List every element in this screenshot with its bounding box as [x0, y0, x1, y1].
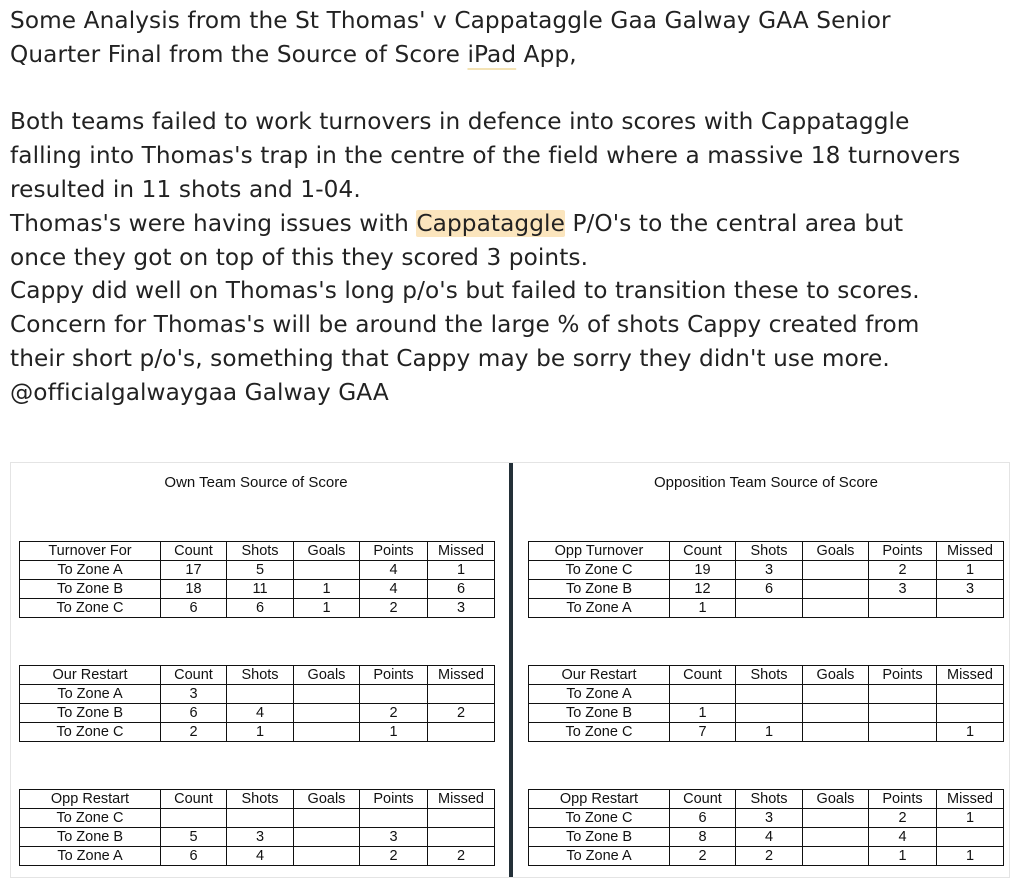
post-line: Both teams failed to work turnovers in defence into scores with Cappataggle — [10, 108, 910, 136]
value-cell: 1 — [294, 580, 360, 599]
value-cell — [803, 580, 869, 599]
value-cell — [736, 685, 803, 704]
value-cell — [161, 809, 227, 828]
value-cell — [803, 828, 869, 847]
value-cell: 2 — [869, 561, 937, 580]
row-label-cell: To Zone A — [529, 599, 670, 618]
post-line: Concern for Thomas's will be around the large % of shots Cappy created from — [10, 311, 920, 339]
post-line-text: Thomas's were having issues with — [10, 209, 417, 237]
value-cell — [428, 809, 495, 828]
own-team-panel — [11, 463, 509, 877]
post-line: @officialgalwaygaa Galway GAA — [10, 378, 389, 406]
value-cell — [803, 704, 869, 723]
post-text — [10, 4, 1020, 410]
value-cell: 3 — [937, 580, 1004, 599]
header-cell: Opp Restart — [529, 790, 670, 809]
table-row — [20, 723, 495, 742]
value-cell: 6 — [161, 847, 227, 866]
row-label-cell: To Zone C — [20, 599, 161, 618]
value-cell: 2 — [360, 704, 428, 723]
value-cell: 6 — [161, 704, 227, 723]
opp-our-restart-table — [528, 665, 1004, 742]
value-cell: 12 — [670, 580, 736, 599]
value-cell: 2 — [360, 847, 428, 866]
value-cell: 1 — [937, 723, 1004, 742]
header-cell: Count — [161, 542, 227, 561]
value-cell: 6 — [161, 599, 227, 618]
value-cell: 1 — [428, 561, 495, 580]
header-cell: Shots — [227, 790, 294, 809]
own-turnover-table — [19, 541, 495, 618]
value-cell — [227, 685, 294, 704]
row-label-cell: To Zone A — [529, 847, 670, 866]
value-cell: 18 — [161, 580, 227, 599]
value-cell — [227, 809, 294, 828]
value-cell: 6 — [736, 580, 803, 599]
value-cell: 1 — [937, 561, 1004, 580]
row-label-cell: To Zone C — [529, 561, 670, 580]
header-cell: Points — [360, 542, 428, 561]
value-cell: 1 — [670, 599, 736, 618]
header-cell: Opp Restart — [20, 790, 161, 809]
value-cell: 8 — [670, 828, 736, 847]
value-cell: 2 — [670, 847, 736, 866]
value-cell: 3 — [161, 685, 227, 704]
value-cell — [360, 809, 428, 828]
header-cell: Shots — [736, 542, 803, 561]
header-cell: Points — [869, 542, 937, 561]
value-cell: 4 — [360, 580, 428, 599]
post-line: Cappy did well on Thomas's long p/o's but failed to transition these to scores. — [10, 277, 920, 305]
header-cell: Goals — [803, 542, 869, 561]
table-header-row — [529, 666, 1004, 685]
value-cell — [294, 723, 360, 742]
value-cell — [294, 561, 360, 580]
value-cell: 1 — [736, 723, 803, 742]
post-line: their short p/o's, something that Cappy may be sorry they didn't use more. — [10, 344, 890, 372]
row-label-cell: To Zone C — [20, 809, 161, 828]
own-opp-restart-table — [19, 789, 495, 866]
opposition-team-panel — [513, 463, 1009, 877]
value-cell: 19 — [670, 561, 736, 580]
value-cell: 4 — [227, 704, 294, 723]
post-line: falling into Thomas's trap in the centre of the field where a massive 18 turnovers — [10, 142, 961, 170]
table-row — [20, 828, 495, 847]
header-cell: Our Restart — [20, 666, 161, 685]
own-team-title: Own Team Source of Score — [164, 474, 348, 491]
value-cell: 2 — [428, 847, 495, 866]
table-header-row — [20, 666, 495, 685]
table-row — [529, 599, 1004, 618]
value-cell: 1 — [869, 847, 937, 866]
header-cell: Count — [670, 542, 736, 561]
table-row — [20, 704, 495, 723]
value-cell: 11 — [227, 580, 294, 599]
table-row — [529, 704, 1004, 723]
header-cell: Shots — [227, 542, 294, 561]
table-row — [20, 847, 495, 866]
value-cell: 2 — [736, 847, 803, 866]
value-cell: 4 — [736, 828, 803, 847]
value-cell — [428, 828, 495, 847]
value-cell: 1 — [360, 723, 428, 742]
post-line-text: Quarter Final from the Source of Score — [10, 40, 468, 68]
row-label-cell: To Zone C — [529, 723, 670, 742]
value-cell — [937, 685, 1004, 704]
post-line: resulted in 11 shots and 1-04. — [10, 175, 361, 203]
value-cell: 3 — [360, 828, 428, 847]
value-cell — [670, 685, 736, 704]
row-label-cell: To Zone B — [529, 704, 670, 723]
header-cell: Points — [869, 666, 937, 685]
row-label-cell: To Zone C — [20, 723, 161, 742]
table-row — [529, 809, 1004, 828]
post-line: Some Analysis from the St Thomas' v Cappataggle Gaa Galway GAA Senior — [10, 7, 891, 34]
value-cell: 2 — [360, 599, 428, 618]
post-line-text: App, — [516, 40, 577, 68]
value-cell — [937, 828, 1004, 847]
table-row — [529, 847, 1004, 866]
value-cell: 1 — [670, 704, 736, 723]
opp-turnover-table — [528, 541, 1004, 618]
ipad-link[interactable]: iPad — [467, 40, 517, 68]
value-cell — [428, 723, 495, 742]
value-cell: 4 — [869, 828, 937, 847]
value-cell — [869, 599, 937, 618]
row-label-cell: To Zone A — [20, 847, 161, 866]
header-cell: Count — [161, 666, 227, 685]
value-cell — [803, 723, 869, 742]
header-cell: Points — [360, 666, 428, 685]
value-cell: 2 — [869, 809, 937, 828]
header-cell: Shots — [227, 666, 294, 685]
table-row — [529, 561, 1004, 580]
value-cell — [294, 685, 360, 704]
table-header-row — [20, 790, 495, 809]
header-cell: Goals — [294, 666, 360, 685]
value-cell: 6 — [227, 599, 294, 618]
row-label-cell: To Zone A — [20, 685, 161, 704]
header-cell: Missed — [937, 542, 1004, 561]
value-cell — [294, 809, 360, 828]
row-label-cell: To Zone B — [20, 580, 161, 599]
header-cell: Goals — [803, 666, 869, 685]
header-cell: Count — [670, 790, 736, 809]
header-cell: Opp Turnover — [529, 542, 670, 561]
opp-opp-restart-table — [528, 789, 1004, 866]
row-label-cell: To Zone B — [529, 828, 670, 847]
table-header-row — [529, 542, 1004, 561]
value-cell — [736, 599, 803, 618]
value-cell — [803, 847, 869, 866]
paragraph-gap — [10, 72, 1020, 106]
header-cell: Shots — [736, 666, 803, 685]
opposition-team-title: Opposition Team Source of Score — [653, 474, 878, 491]
value-cell: 7 — [670, 723, 736, 742]
value-cell — [360, 685, 428, 704]
table-row — [529, 828, 1004, 847]
value-cell — [428, 685, 495, 704]
header-cell: Count — [670, 666, 736, 685]
value-cell: 2 — [428, 704, 495, 723]
post-line-text: P/O's to the central area but — [564, 209, 904, 237]
table-row — [529, 685, 1004, 704]
post-line — [10, 207, 1020, 241]
value-cell: 1 — [227, 723, 294, 742]
value-cell — [803, 809, 869, 828]
header-cell: Count — [161, 790, 227, 809]
header-cell: Goals — [294, 542, 360, 561]
value-cell: 4 — [360, 561, 428, 580]
value-cell: 3 — [227, 828, 294, 847]
row-label-cell: To Zone B — [529, 580, 670, 599]
row-label-cell: To Zone A — [20, 561, 161, 580]
value-cell — [803, 599, 869, 618]
value-cell: 3 — [869, 580, 937, 599]
header-cell: Missed — [937, 666, 1004, 685]
value-cell — [803, 561, 869, 580]
value-cell: 1 — [294, 599, 360, 618]
value-cell: 1 — [937, 847, 1004, 866]
row-label-cell: To Zone C — [529, 809, 670, 828]
value-cell — [736, 704, 803, 723]
own-our-restart-table — [19, 665, 495, 742]
value-cell — [937, 704, 1004, 723]
value-cell: 4 — [227, 847, 294, 866]
post-line: once they got on top of this they scored 3 points. — [10, 243, 589, 271]
value-cell: 3 — [736, 809, 803, 828]
value-cell: 1 — [937, 809, 1004, 828]
table-row — [20, 599, 495, 618]
header-cell: Shots — [736, 790, 803, 809]
row-label-cell: To Zone B — [20, 704, 161, 723]
header-cell: Missed — [428, 542, 495, 561]
value-cell: 5 — [227, 561, 294, 580]
header-cell: Goals — [803, 790, 869, 809]
table-row — [529, 723, 1004, 742]
table-row — [20, 580, 495, 599]
header-cell: Points — [869, 790, 937, 809]
table-row — [20, 685, 495, 704]
value-cell: 6 — [670, 809, 736, 828]
value-cell: 3 — [736, 561, 803, 580]
value-cell: 5 — [161, 828, 227, 847]
value-cell — [803, 685, 869, 704]
value-cell — [869, 723, 937, 742]
value-cell: 2 — [161, 723, 227, 742]
value-cell — [294, 704, 360, 723]
header-cell: Our Restart — [529, 666, 670, 685]
table-row — [20, 809, 495, 828]
post-line — [10, 38, 1020, 72]
value-cell: 17 — [161, 561, 227, 580]
header-cell: Missed — [428, 666, 495, 685]
value-cell: 3 — [428, 599, 495, 618]
value-cell — [294, 847, 360, 866]
table-header-row — [20, 542, 495, 561]
table-header-row — [529, 790, 1004, 809]
table-row — [529, 580, 1004, 599]
row-label-cell: To Zone B — [20, 828, 161, 847]
value-cell — [869, 685, 937, 704]
header-cell: Missed — [428, 790, 495, 809]
highlighted-term: Cappataggle — [416, 209, 565, 237]
header-cell: Points — [360, 790, 428, 809]
header-cell: Turnover For — [20, 542, 161, 561]
value-cell — [937, 599, 1004, 618]
table-row — [20, 561, 495, 580]
header-cell: Missed — [937, 790, 1004, 809]
value-cell — [294, 828, 360, 847]
row-label-cell: To Zone A — [529, 685, 670, 704]
value-cell: 6 — [428, 580, 495, 599]
score-sheet-image[interactable] — [10, 462, 1010, 878]
value-cell — [869, 704, 937, 723]
header-cell: Goals — [294, 790, 360, 809]
